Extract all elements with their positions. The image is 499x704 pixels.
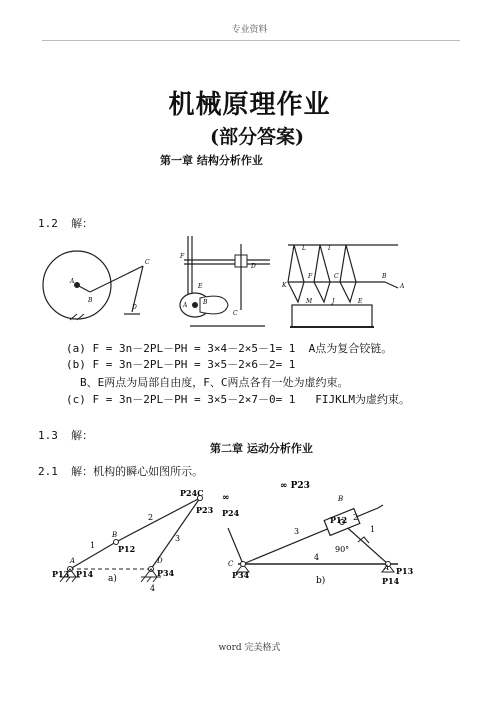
q13-label: 1.3 解： <box>38 429 94 442</box>
chapter-2-heading: 第二章 运动分析作业 <box>210 442 313 455</box>
figure-b <box>218 478 443 603</box>
fig-a-label-p12: P12 <box>118 544 136 554</box>
fig-b-label-1: 1 <box>370 525 376 534</box>
fig-b-label-inf-top: ∞ P23 <box>280 481 310 491</box>
fig-b-label-p34: P34 <box>232 570 250 580</box>
document-title: 机械原理作业 <box>168 90 331 120</box>
fig3-label-j: J <box>332 298 335 305</box>
mechanism-fig-3 <box>281 245 405 327</box>
fig1-label-a: A <box>70 278 75 285</box>
q12-answer-c: (c) F = 3n－2PL－PH = 3×5－2×7－0= 1 FIJKLM为虚约束。 <box>66 393 411 406</box>
fig-b-label-angle: 90° <box>335 545 350 554</box>
header-divider <box>42 40 460 41</box>
fig-a-label-d: D <box>157 557 163 565</box>
fig-a-label-1: 1 <box>90 541 96 550</box>
fig-a-label-p13: P13 <box>52 569 70 579</box>
q21-label: 2.1 解：机构的瞬心如图所示。 <box>38 465 204 478</box>
fig2-label-b: B <box>203 299 208 306</box>
fig-a-label-2: 2 <box>148 513 154 522</box>
fig-a-label-p34: P34 <box>157 568 175 578</box>
fig-b-label-inf-left: ∞ <box>222 493 230 503</box>
page-header: 专业资料 <box>231 25 268 35</box>
fig3-label-f: F <box>308 273 313 280</box>
fig-a-caption: a) <box>108 574 117 584</box>
mechanism-figures <box>40 230 440 335</box>
q12-answer-a: (a) F = 3n－2PL－PH = 3×4－2×5－1= 1 A点为复合铰链。 <box>66 342 393 355</box>
fig-b-label-c: C <box>228 560 234 568</box>
fig-a-label-b: B <box>112 531 118 539</box>
fig2-label-c: C <box>233 310 238 317</box>
fig-b-label-3: 3 <box>294 527 300 536</box>
fig-b-label-p13: P13 <box>396 566 414 576</box>
chapter-1-heading: 第一章 结构分析作业 <box>160 154 263 167</box>
fig-b-caption: b) <box>316 576 326 586</box>
fig2-label-a: A <box>183 302 188 309</box>
fig1-label-b: B <box>88 297 93 304</box>
fig1-label-c: C <box>145 259 150 266</box>
q12-label: 1.2 解： <box>38 217 94 230</box>
fig3-label-e: E <box>358 298 363 305</box>
fig-b-label-p14: P14 <box>382 576 400 586</box>
fig-b-label-4: 4 <box>314 553 320 562</box>
fig-b-label-a: A <box>384 564 390 572</box>
document-subtitle: (部分答案) <box>210 126 304 148</box>
fig2-label-f: F <box>180 253 185 260</box>
fig3-label-b: B <box>382 273 387 280</box>
q12-answer-b-note: B、E两点为局部自由度，F、C两点各有一处为虚约束。 <box>80 376 349 389</box>
fig-a-label-p23: P23 <box>196 505 214 515</box>
fig-a-label-p24c: P24C <box>180 488 204 498</box>
fig-b-label-p24: P24 <box>222 508 240 518</box>
fig-a-label-3: 3 <box>175 534 181 543</box>
fig3-label-a: A <box>400 283 405 290</box>
page-footer: word 完美格式 <box>218 643 281 653</box>
fig-a-label-p14: P14 <box>76 569 94 579</box>
fig-a-label-4: 4 <box>150 584 156 593</box>
fig3-label-i: I <box>328 245 331 252</box>
mechanism-fig-1 <box>43 251 150 320</box>
figure-a <box>40 484 220 599</box>
fig-b-label-p12: P12 <box>330 515 348 525</box>
fig2-label-e: E <box>198 283 203 290</box>
fig-b-label-2: 2 <box>353 513 359 522</box>
q12-answer-b: (b) F = 3n－2PL－PH = 3×5－2×6－2= 1 <box>66 358 296 371</box>
fig-a-label-a: A <box>70 557 76 565</box>
mechanism-fig-2 <box>179 236 270 326</box>
fig3-label-k: K <box>282 282 287 289</box>
fig1-label-d: D <box>132 304 137 311</box>
fig3-label-c: C <box>334 273 339 280</box>
fig3-label-m: M <box>306 298 313 305</box>
fig3-label-l: L <box>302 245 306 252</box>
fig2-label-d: D <box>251 263 256 270</box>
fig-b-label-b: B <box>338 495 344 503</box>
